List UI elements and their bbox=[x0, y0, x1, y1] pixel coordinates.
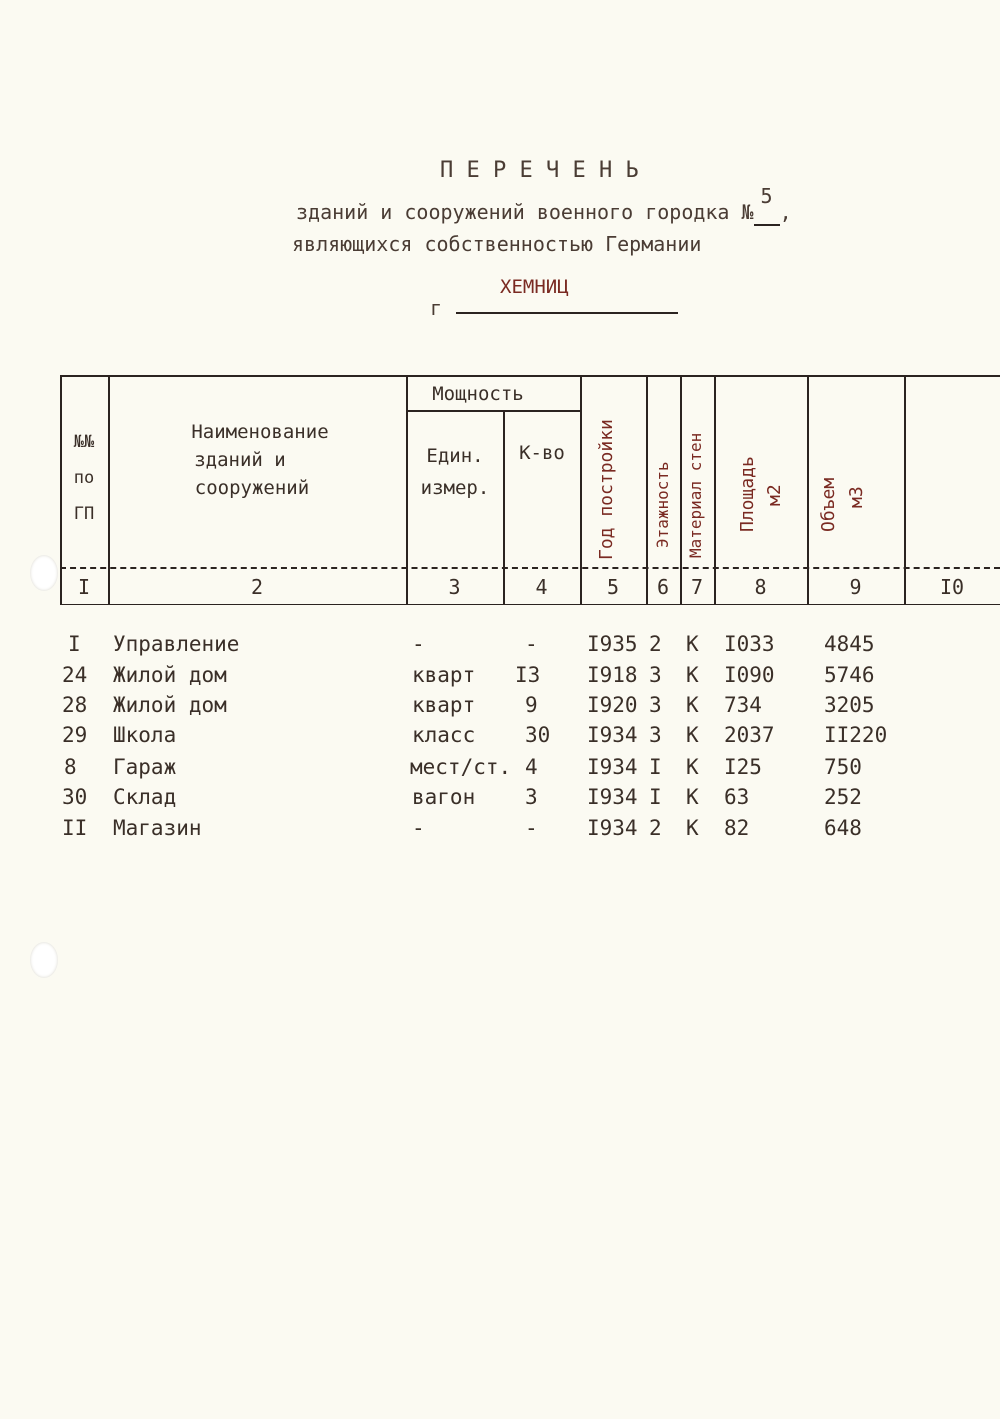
cell-area: I090 bbox=[724, 663, 775, 687]
cell-material: К bbox=[686, 632, 699, 656]
cell-volume: 4845 bbox=[824, 632, 875, 656]
cell-unit: вагон bbox=[412, 785, 476, 809]
cell-num: I bbox=[68, 632, 81, 656]
city-underline bbox=[456, 312, 678, 314]
cell-qty: - bbox=[525, 632, 538, 656]
colnum-10: I0 bbox=[939, 575, 965, 599]
cell-material: К bbox=[686, 663, 699, 687]
city-prefix: г bbox=[430, 296, 443, 320]
cell-year: I934 bbox=[587, 755, 638, 779]
subtitle-suffix: , bbox=[779, 200, 792, 224]
cell-qty: 3 bbox=[525, 785, 538, 809]
header-capacity: Мощность bbox=[432, 383, 524, 405]
colnum-6: 6 bbox=[656, 575, 670, 599]
cell-year: I920 bbox=[587, 693, 638, 717]
cell-volume: II220 bbox=[824, 723, 888, 747]
cell-area: I033 bbox=[724, 632, 775, 656]
cell-area: 63 bbox=[724, 785, 750, 809]
cell-name: Гараж bbox=[113, 755, 177, 779]
cell-area: I25 bbox=[724, 755, 762, 779]
cell-name: Жилой дом bbox=[113, 663, 227, 687]
header-material: Материал стен bbox=[686, 432, 705, 558]
colnum-3: 3 bbox=[448, 575, 461, 599]
cell-year: I918 bbox=[587, 663, 638, 687]
cell-num: 28 bbox=[62, 693, 88, 717]
header-floors: Этажность bbox=[653, 461, 672, 548]
cell-name: Школа bbox=[113, 723, 177, 747]
col-line bbox=[108, 375, 110, 605]
col-line bbox=[904, 375, 906, 605]
cell-area: 2037 bbox=[724, 723, 775, 747]
subtitle-line-1 bbox=[296, 184, 792, 226]
header-qty: К-во bbox=[519, 442, 565, 464]
cell-qty: 4 bbox=[525, 755, 538, 779]
cell-num: 8 bbox=[64, 755, 77, 779]
cell-name: Склад bbox=[113, 785, 177, 809]
cell-year: I935 bbox=[587, 632, 638, 656]
cell-floors: 3 bbox=[649, 663, 662, 687]
cell-material: К bbox=[686, 785, 699, 809]
cell-unit: класс bbox=[412, 723, 476, 747]
colnum-4: 4 bbox=[535, 575, 548, 599]
cell-area: 82 bbox=[724, 816, 750, 840]
colnum-1: I bbox=[77, 575, 91, 599]
cell-unit: - bbox=[412, 632, 425, 656]
header-year: Год постройки bbox=[596, 419, 617, 560]
cell-unit: - bbox=[412, 816, 425, 840]
col-line bbox=[714, 375, 716, 605]
cell-volume: 648 bbox=[824, 816, 862, 840]
header-area: Площадь bbox=[737, 456, 758, 532]
cell-year: I934 bbox=[587, 816, 638, 840]
colnum-7: 7 bbox=[690, 575, 704, 599]
header-area-unit: м2 bbox=[764, 484, 785, 506]
cell-name: Магазин bbox=[113, 816, 202, 840]
cell-volume: 5746 bbox=[824, 663, 875, 687]
document-title: П Е Р Е Ч Е Н Ь bbox=[440, 158, 639, 183]
table-top-border bbox=[60, 375, 1000, 377]
cell-qty: 30 bbox=[525, 723, 551, 747]
header-unit: Един. измер. bbox=[420, 445, 490, 499]
col-line bbox=[580, 375, 582, 605]
cell-year: I934 bbox=[587, 785, 638, 809]
header-name: Наименование зданий и сооружений bbox=[191, 421, 329, 499]
cell-unit: кварт bbox=[412, 693, 476, 717]
col-line bbox=[807, 375, 809, 605]
cell-qty: - bbox=[525, 816, 538, 840]
cell-floors: I bbox=[649, 785, 662, 809]
cell-area: 734 bbox=[724, 693, 762, 717]
cell-floors: I bbox=[649, 755, 662, 779]
subtitle-number: 5 bbox=[754, 200, 780, 226]
header-separator bbox=[60, 567, 1000, 569]
cell-name: Управление bbox=[113, 632, 240, 656]
cell-floors: 3 bbox=[649, 723, 662, 747]
subtitle-prefix: зданий и сооружений военного городка № bbox=[296, 200, 754, 224]
header-volume: Объем bbox=[818, 477, 839, 532]
punch-hole bbox=[30, 555, 58, 591]
table-bottom-border bbox=[60, 604, 1000, 605]
cell-name: Жилой дом bbox=[113, 693, 227, 717]
capacity-separator bbox=[407, 410, 581, 412]
punch-hole bbox=[30, 942, 58, 978]
city-name: ХЕМНИЦ bbox=[500, 276, 569, 298]
cell-num: 30 bbox=[62, 785, 88, 809]
colnum-8: 8 bbox=[754, 575, 767, 599]
cell-material: К bbox=[686, 693, 699, 717]
cell-floors: 3 bbox=[649, 693, 662, 717]
cell-volume: 3205 bbox=[824, 693, 875, 717]
cell-material: К bbox=[686, 723, 699, 747]
cell-qty: 9 bbox=[525, 693, 538, 717]
col-line bbox=[680, 375, 682, 605]
cell-volume: 750 bbox=[824, 755, 862, 779]
cell-floors: 2 bbox=[649, 816, 662, 840]
cell-num: 29 bbox=[62, 723, 88, 747]
col-line bbox=[646, 375, 648, 605]
cell-volume: 252 bbox=[824, 785, 862, 809]
colnum-5: 5 bbox=[606, 575, 620, 599]
cell-qty: I3 bbox=[515, 663, 541, 687]
cell-floors: 2 bbox=[649, 632, 662, 656]
cell-year: I934 bbox=[587, 723, 638, 747]
cell-material: К bbox=[686, 816, 699, 840]
cell-num: 24 bbox=[62, 663, 88, 687]
colnum-2: 2 bbox=[250, 575, 264, 599]
colnum-9: 9 bbox=[849, 575, 862, 599]
subtitle-line-2: являющихся собственностью Германии bbox=[292, 232, 702, 256]
header-num: №№ по ГП bbox=[73, 432, 95, 524]
cell-unit: кварт bbox=[412, 663, 476, 687]
cell-unit: мест/ст. bbox=[410, 755, 512, 779]
cell-material: К bbox=[686, 755, 699, 779]
cell-num: II bbox=[62, 816, 88, 840]
header-volume-unit: м3 bbox=[846, 486, 867, 508]
